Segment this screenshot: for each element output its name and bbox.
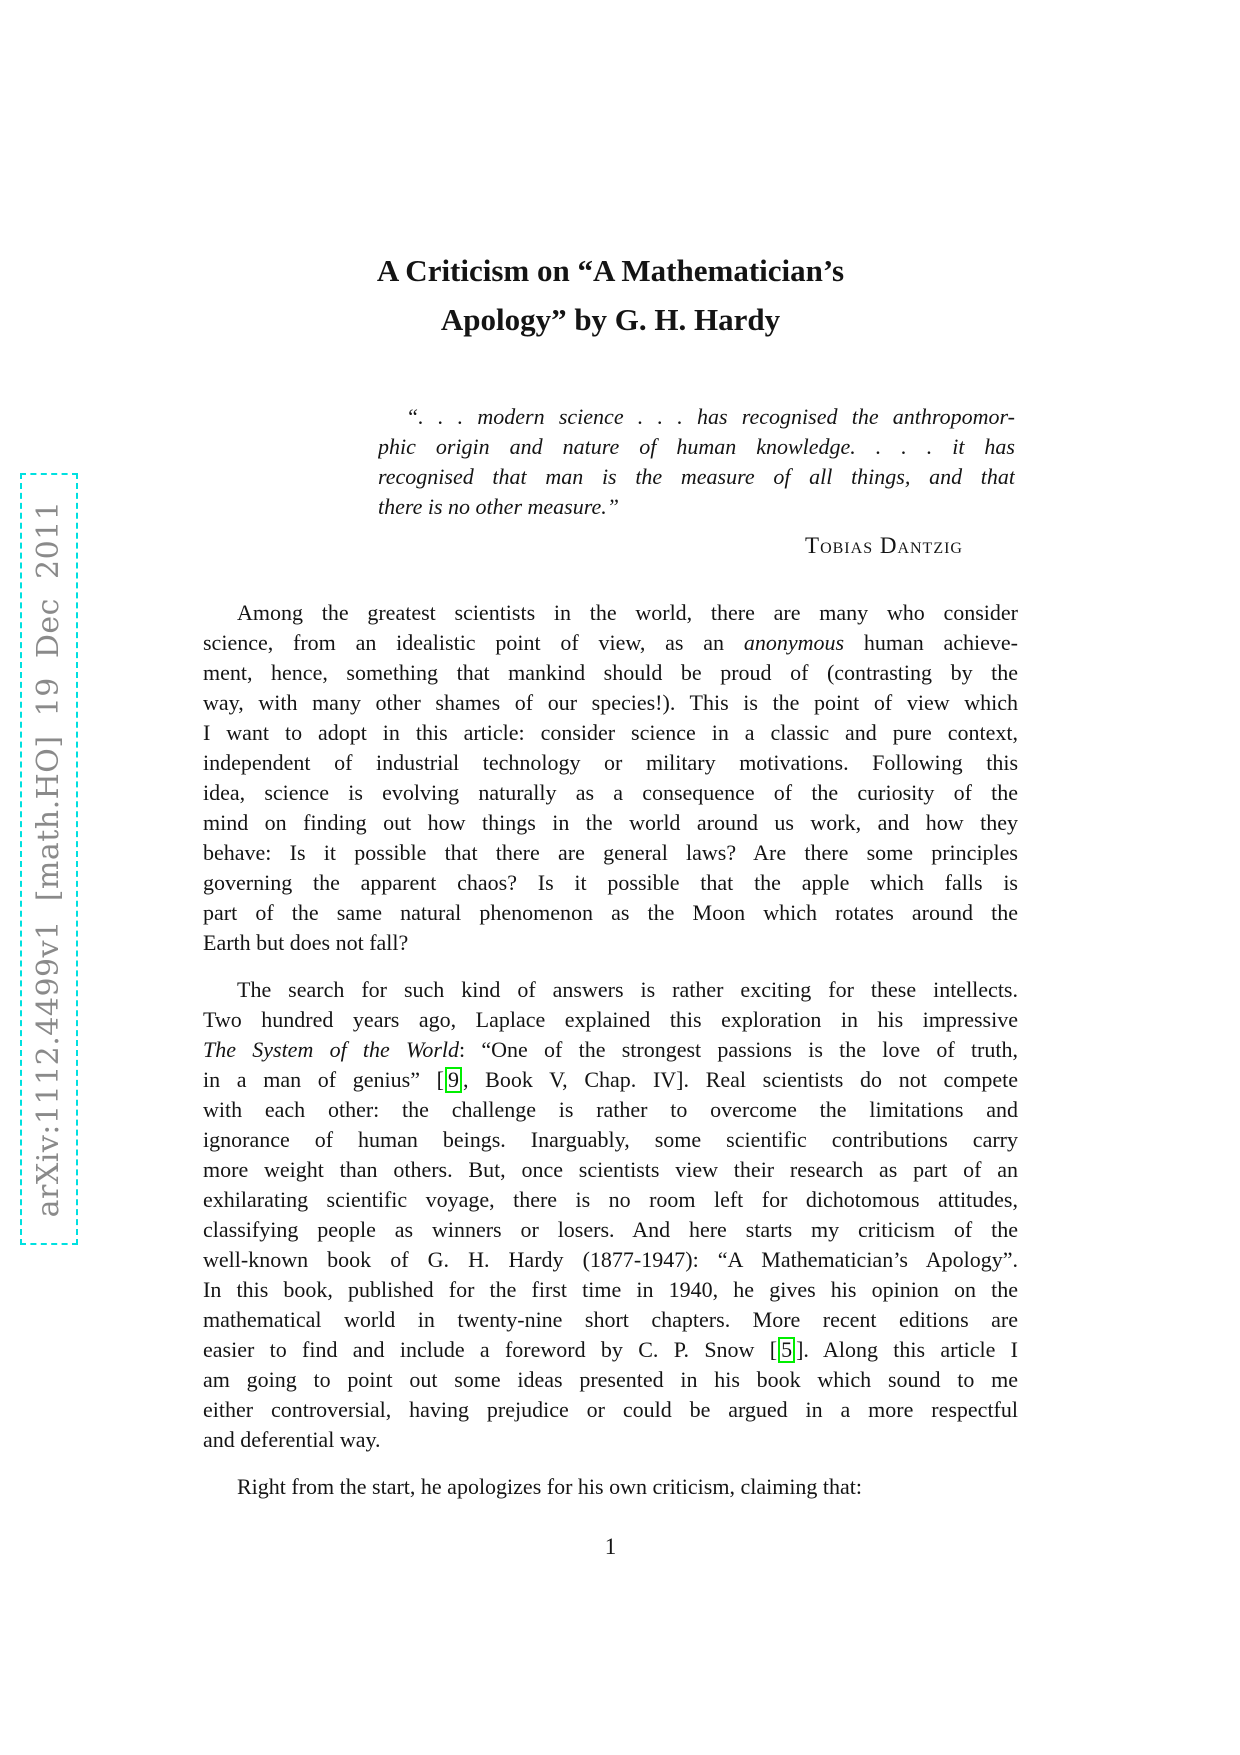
text-line: way, with many other shames of our species!). This is the point of view which xyxy=(203,690,1018,715)
title-line-2: Apology” by G. H. Hardy xyxy=(440,302,781,337)
text-line: in a man of genius” [ 9 , Book V, Chap. IV]. Real scientists do not compete xyxy=(203,1067,1018,1092)
text-line: idea, science is evolving naturally as a consequence of the curiosity of the xyxy=(203,780,1018,805)
body-paragraphs xyxy=(203,598,1018,1519)
text-line: Among the greatest scientists in the world, there are many who consider xyxy=(237,600,1018,625)
citation-link[interactable]: 9 xyxy=(445,1067,462,1093)
text-line: there is no other measure.” xyxy=(378,494,619,519)
text-line: The search for such kind of answers is rather exciting for these intellects. xyxy=(237,977,1018,1002)
text-line: phic origin and nature of human knowledge. . . . it has xyxy=(378,434,1015,459)
text-line: with each other: the challenge is rather to overcome the limitations and xyxy=(203,1097,1018,1122)
text-line: independent of industrial technology or military motivations. Following this xyxy=(203,750,1018,775)
arxiv-watermark-text: arXiv:1112.4499v1 [math.HO] 19 Dec 2011 xyxy=(31,500,66,1218)
text-line: I want to adopt in this article: consider science in a classic and pure context, xyxy=(203,720,1018,745)
text-line: science, from an idealistic point of view, as an anonymous human achieve- xyxy=(203,630,1018,655)
text-line: part of the same natural phenomenon as the Moon which rotates around the xyxy=(203,900,1018,925)
text-line: “. . . modern science . . . has recognised the anthropomor- xyxy=(406,404,1015,429)
text-line: Two hundred years ago, Laplace explained this exploration in his impressive xyxy=(203,1007,1018,1032)
text-line: exhilarating scientific voyage, there is no room left for dichotomous attitudes, xyxy=(203,1187,1018,1212)
italic-text: anonymous xyxy=(743,630,845,655)
text-line: behave: Is it possible that there are general laws? Are there some principles xyxy=(203,840,1018,865)
arxiv-watermark[interactable] xyxy=(20,473,78,1245)
title-line-1: A Criticism on “A Mathematician’s xyxy=(376,253,845,288)
text-line: classifying people as winners or losers. And here starts my criticism of the xyxy=(203,1217,1018,1242)
paragraph xyxy=(203,598,1018,958)
text-line: The System of the World: “One of the strongest passions is the love of truth, xyxy=(203,1037,1018,1062)
text-line: ment, hence, something that mankind should be proud of (contrasting by the xyxy=(203,660,1018,685)
text-line: recognised that man is the measure of all things, and that xyxy=(378,464,1015,489)
text-line: Right from the start, he apologizes for his own criticism, claiming that: xyxy=(237,1474,863,1499)
text-line: mathematical world in twenty-nine short chapters. More recent editions are xyxy=(203,1307,1018,1332)
page-title xyxy=(203,246,1018,344)
citation-link[interactable]: 5 xyxy=(778,1337,795,1363)
text-line: and deferential way. xyxy=(203,1427,381,1452)
text-line: easier to find and include a foreword by C. P. Snow [ 5 ]. Along this article I xyxy=(203,1337,1018,1362)
text-line: In this book, published for the first time in 1940, he gives his opinion on the xyxy=(203,1277,1018,1302)
text-line: Earth but does not fall? xyxy=(203,930,409,955)
page-number: 1 xyxy=(604,1534,617,1559)
paragraph xyxy=(203,1472,1018,1502)
epigraph-attribution: Tobias Dantzig xyxy=(805,533,963,558)
text-line: either controversial, having prejudice or could be argued in a more respectful xyxy=(203,1397,1018,1422)
text-line: more weight than others. But, once scientists view their research as part of an xyxy=(203,1157,1018,1182)
paragraph xyxy=(203,975,1018,1455)
text-line: well-known book of G. H. Hardy (1877-1947): “A Mathematician’s Apology”. xyxy=(203,1247,1018,1272)
text-line: mind on finding out how things in the world around us work, and how they xyxy=(203,810,1018,835)
text-line: am going to point out some ideas presented in his book which sound to me xyxy=(203,1367,1018,1392)
epigraph-quote xyxy=(378,402,1015,522)
text-line: governing the apparent chaos? Is it possible that the apple which falls is xyxy=(203,870,1018,895)
text-line: ignorance of human beings. Inarguably, some scientific contributions carry xyxy=(203,1127,1018,1152)
italic-text: The System of the World xyxy=(203,1037,460,1062)
